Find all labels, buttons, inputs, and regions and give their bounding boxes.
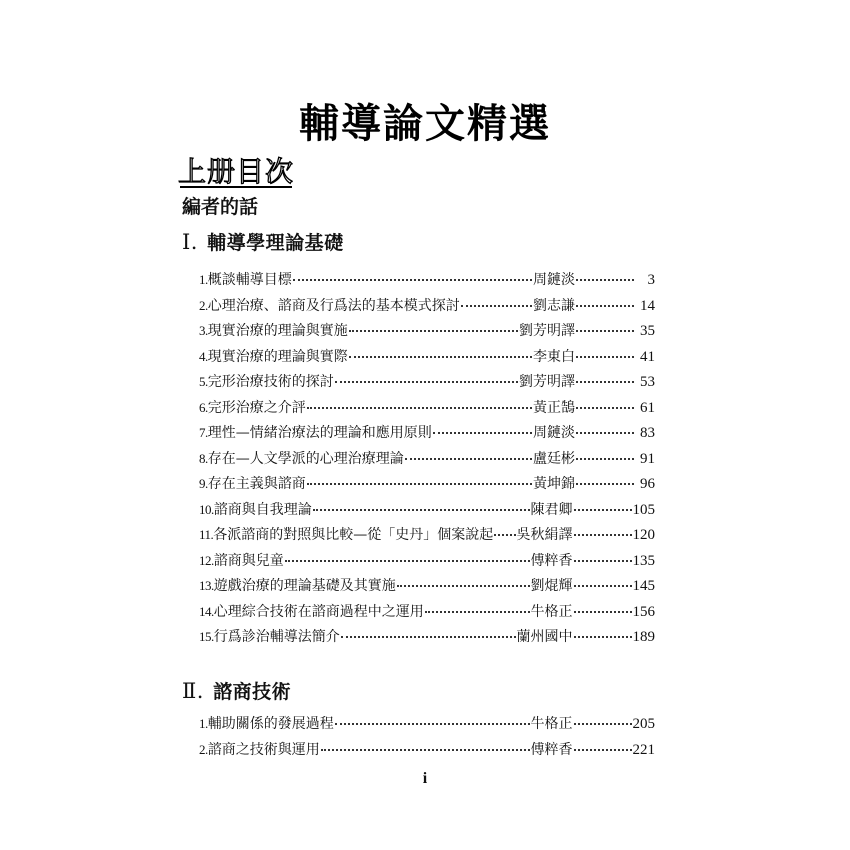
leader-dots	[576, 393, 634, 409]
entry-title: 存在—人文學派的心理治療理論	[207, 450, 404, 467]
leader-dots	[574, 709, 632, 725]
entry-title: 諮商與兒童	[213, 552, 284, 569]
entry-author: 傅粹香	[530, 741, 573, 758]
leader-dots	[307, 393, 532, 409]
toc-list	[199, 712, 655, 763]
entry-author: 蘭州國中	[516, 629, 573, 645]
leader-dots	[576, 265, 634, 281]
entry-page: 145	[632, 578, 655, 594]
entry-title: 概談輔導目標	[207, 272, 292, 288]
entry-number: 7.	[199, 425, 208, 440]
entry-title: 諮商與自我理論	[213, 501, 312, 518]
leader-dots	[397, 571, 530, 587]
entry-number: 1.	[199, 716, 208, 731]
entry-page: 135	[632, 552, 655, 569]
entry-page: 205	[632, 716, 655, 732]
section-heading	[182, 228, 344, 255]
entry-author: 黃坤錦	[533, 476, 575, 492]
volume-title: 上册目次	[178, 150, 294, 190]
leader-dots	[574, 597, 632, 613]
leader-dots	[576, 469, 634, 485]
toc-entry	[199, 625, 655, 651]
entry-author: 周鏈淡	[533, 272, 575, 288]
leader-dots	[335, 709, 530, 725]
entry-page: 96	[640, 476, 655, 492]
entry-title: 心理治療、諮商及行爲法的基本模式探討	[207, 297, 460, 314]
entry-number: 2.	[199, 297, 208, 313]
entry-author: 劉芳明譯	[519, 374, 575, 390]
leader-dots	[574, 571, 632, 587]
entry-page: 120	[632, 527, 655, 543]
entry-title: 行爲診治輔導法簡介	[213, 629, 340, 645]
entry-title: 理性—情緒治療法的理論和應用原則	[207, 425, 432, 441]
leader-dots	[576, 444, 634, 460]
leader-dots	[433, 418, 532, 434]
leader-dots	[461, 291, 532, 307]
entry-page: 83	[640, 425, 655, 441]
entry-author: 劉焜輝	[530, 578, 573, 594]
leader-dots	[576, 367, 634, 383]
entry-number: 5.	[199, 374, 208, 389]
section-number: Ⅱ.	[182, 679, 204, 703]
leader-dots	[335, 367, 518, 383]
entry-number: 15.	[199, 629, 214, 644]
entry-author: 周鏈淡	[533, 425, 575, 441]
entry-author: 陳君卿	[530, 501, 573, 518]
entry-number: 8.	[199, 450, 208, 466]
entry-title: 諮商之技術與運用	[207, 741, 320, 758]
entry-page: 53	[640, 374, 655, 390]
leader-dots	[307, 469, 532, 485]
entry-page: 35	[640, 323, 655, 339]
section-heading	[182, 677, 291, 704]
entry-title: 存在主義與諮商	[207, 476, 306, 492]
entry-author: 劉志謙	[533, 297, 575, 314]
entry-title: 各派諮商的對照與比較—從「史丹」個案說起	[213, 527, 494, 543]
entry-page: 91	[640, 450, 655, 467]
entry-title: 完形治療技術的探討	[207, 374, 334, 390]
leader-dots	[576, 316, 634, 332]
entry-number: 14.	[199, 603, 214, 619]
leader-dots	[576, 342, 634, 358]
entry-page: 3	[647, 272, 655, 288]
leader-dots	[574, 735, 632, 751]
entry-number: 12.	[199, 552, 214, 568]
leader-dots	[405, 444, 532, 460]
section-title: 諮商技術	[213, 681, 292, 703]
leader-dots	[576, 418, 634, 434]
entry-author: 劉芳明譯	[519, 323, 575, 339]
entry-page: 105	[632, 501, 655, 518]
toc-list	[199, 268, 655, 651]
leader-dots	[285, 546, 530, 562]
leader-dots	[574, 495, 632, 511]
entry-author: 牛格正	[530, 716, 573, 732]
editor-note: 編者的話	[182, 196, 259, 218]
entry-number: 11.	[199, 527, 214, 542]
entry-page: 156	[632, 603, 655, 620]
entry-number: 4.	[199, 348, 208, 364]
entry-author: 盧廷彬	[533, 450, 575, 467]
entry-number: 2.	[199, 741, 208, 757]
entry-author: 傅粹香	[530, 552, 573, 569]
entry-number: 13.	[199, 578, 214, 593]
page-title: 輔導論文精選	[299, 101, 551, 147]
entry-title: 現實治療的理論與實際	[207, 348, 348, 365]
leader-dots	[349, 316, 518, 332]
leader-dots	[313, 495, 530, 511]
entry-page: 41	[640, 348, 655, 365]
entry-page: 61	[640, 399, 655, 416]
leader-dots	[494, 520, 515, 536]
leader-dots	[425, 597, 530, 613]
leader-dots	[576, 291, 634, 307]
leader-dots	[574, 520, 632, 536]
leader-dots	[349, 342, 532, 358]
entry-number: 9.	[199, 476, 208, 491]
toc-entry	[199, 738, 655, 764]
entry-title: 心理綜合技術在諮商過程中之運用	[213, 603, 424, 620]
entry-title: 輔助關係的發展過程	[207, 716, 334, 732]
entry-title: 完形治療之介評	[207, 399, 306, 416]
entry-number: 10.	[199, 501, 214, 517]
section-number: Ⅰ.	[182, 230, 198, 254]
entry-number: 3.	[199, 323, 208, 338]
entry-author: 吳秋絹譯	[516, 527, 573, 543]
entry-author: 牛格正	[530, 603, 573, 620]
leader-dots	[321, 735, 530, 751]
section-title: 輔導學理論基礎	[207, 232, 344, 254]
entry-author: 李東白	[533, 348, 575, 365]
entry-page: 189	[632, 629, 655, 645]
entry-page: 14	[640, 297, 655, 314]
entry-number: 6.	[199, 399, 208, 415]
entry-author: 黃正鵠	[533, 399, 575, 416]
leader-dots	[341, 622, 516, 638]
entry-number: 1.	[199, 272, 208, 287]
entry-title: 現實治療的理論與實施	[207, 323, 348, 339]
leader-dots	[574, 546, 632, 562]
entry-title: 遊戲治療的理論基礎及其實施	[213, 578, 396, 594]
leader-dots	[293, 265, 532, 281]
leader-dots	[574, 622, 632, 638]
entry-page: 221	[632, 741, 655, 758]
page-number: i	[422, 770, 428, 787]
